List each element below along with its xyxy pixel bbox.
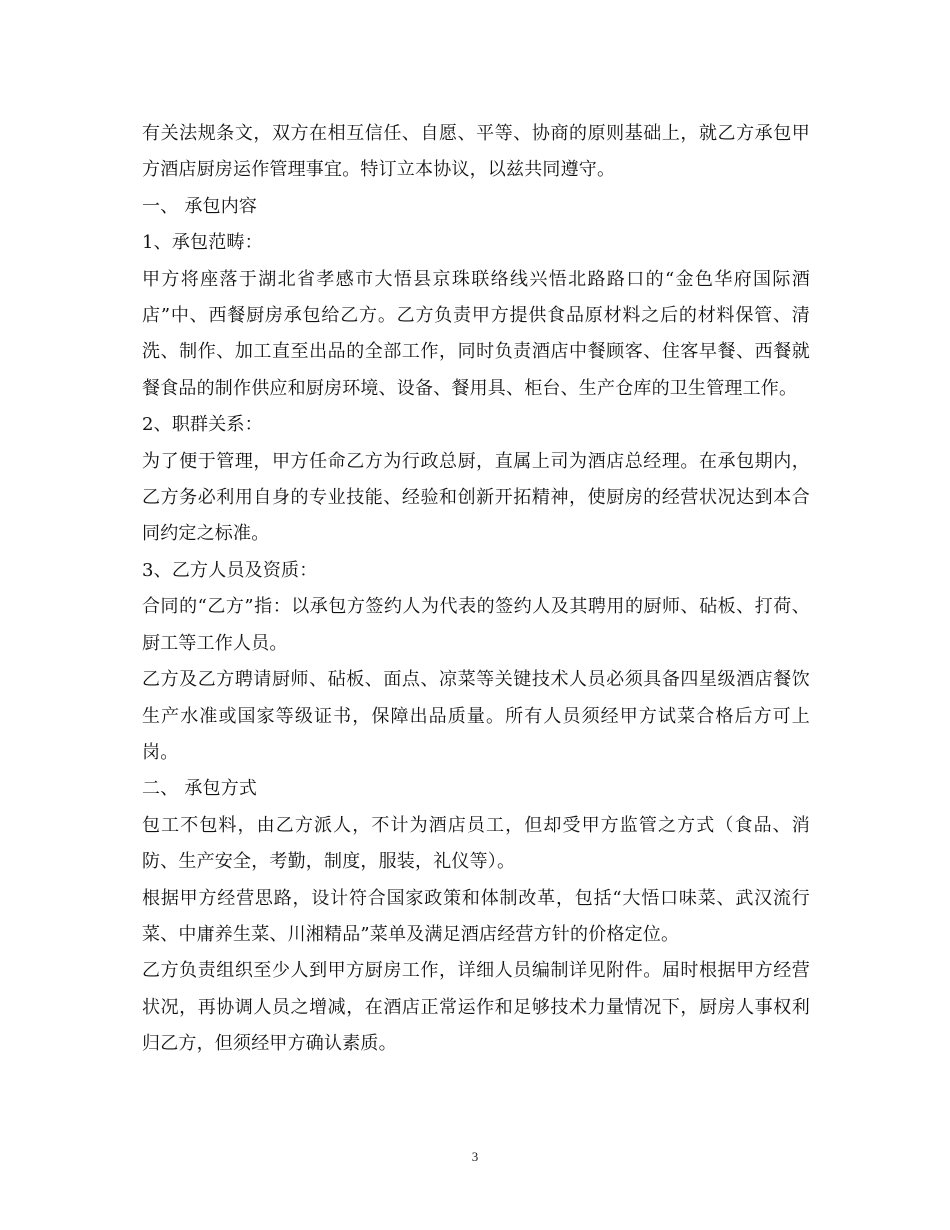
document-body (142, 116, 810, 1063)
subheading-staff-qualification: 3、乙方人员及资质： (142, 559, 318, 581)
paragraph-party-b-definition: 合同的“乙方”指：以承包方签约人为代表的签约人及其聘用的厨师、砧板、打荷、厨工等工作人员。 (142, 596, 810, 654)
section-heading-contract-content: 一、 承包内容 (142, 195, 258, 217)
paragraph-reporting-relationship: 为了便于管理，甲方任命乙方为行政总厨，直属上司为酒店总经理。在承包期内，乙方务必利用自身的专业技能、经验和创新开拓精神，使厨房的经营状况达到本合同约定之标准。 (142, 450, 810, 545)
page-number: 3 (471, 1149, 479, 1164)
paragraph-labor-only: 包工不包料，由乙方派人，不计为酒店员工，但却受甲方监管之方式（食品、消防、生产安全，考勤，制度，服装，礼仪等）。 (142, 814, 810, 873)
paragraph-scope: 甲方将座落于湖北省孝感市大悟县京珠联络线兴悟北路路口的“金色华府国际酒店”中、西餐厨房承包给乙方。乙方负责甲方提供食品原材料之后的材料保管、清洗、制作、加工直至出品的全部工作，同时负责酒店中餐顾客、住客早餐、西餐就餐食品的制作供应和厨房环境、设备、餐用具、柜台、生产仓库的卫生管理工作。 (142, 268, 810, 399)
paragraph-staffing: 乙方负责组织至少人到甲方厨房工作，详细人员编制详见附件。届时根据甲方经营状况，再协调人员之增减，在酒店正常运作和足够技术力量情况下，厨房人事权利归乙方，但须经甲方确认素质。 (142, 960, 810, 1055)
paragraph-preamble: 有关法规条文，双方在相互信任、自愿、平等、协商的原则基础上，就乙方承包甲方酒店厨房运作管理事宜。特订立本协议，以兹共同遵守。 (142, 123, 810, 181)
section-heading-contract-method: 二、 承包方式 (142, 778, 258, 800)
paragraph-menu-design: 根据甲方经营思路，设计符合国家政策和体制改革，包括“大悟口味菜、武汉流行菜、中庸养生菜、川湘精品”菜单及满足酒店经营方针的价格定位。 (142, 887, 810, 945)
subheading-scope: 1、承包范畴： (142, 232, 263, 254)
subheading-reporting-relationship: 2、职群关系： (142, 414, 263, 436)
paragraph-staff-requirements: 乙方及乙方聘请厨师、砧板、面点、凉菜等关键技术人员必须具备四星级酒店餐饮生产水准或国家等级证书，保障出品质量。所有人员须经甲方试菜合格后方可上岗。 (142, 669, 810, 763)
